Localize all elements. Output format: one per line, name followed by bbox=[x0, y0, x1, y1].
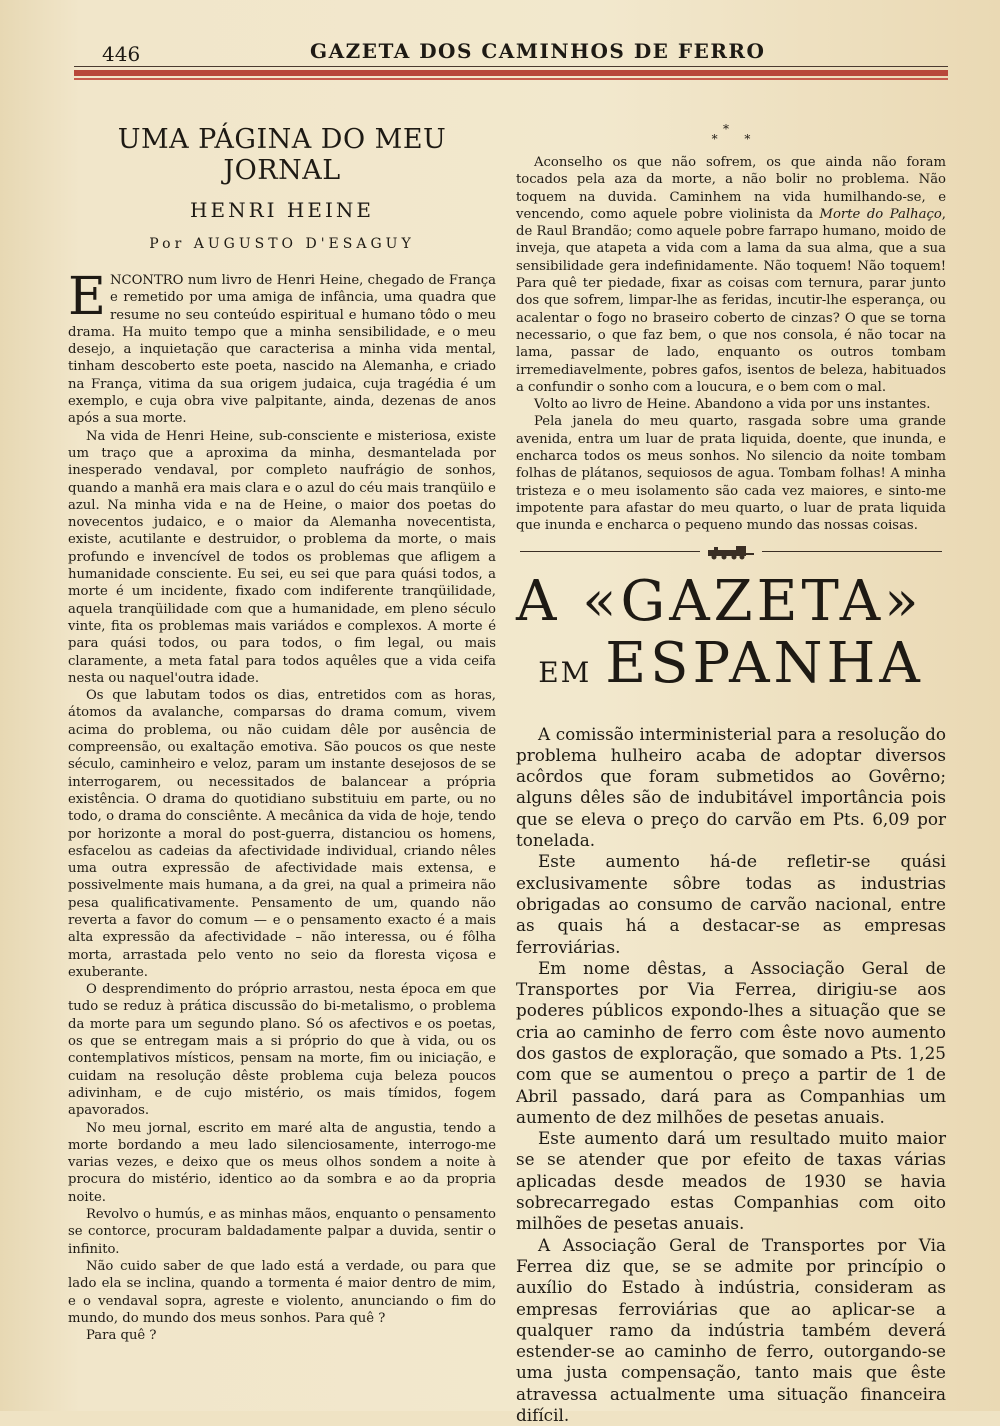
paragraph: Este aumento dará um resultado muito maior se se atender que por efeito de taxas várias aplicadas desde meados de 1930 se havia sobrecarregado estas Companhias com oito milhões de pesetas anuais. bbox=[516, 1128, 946, 1234]
paragraph: Este aumento há-de refletir-se quási exclusivamente sôbre todas as industrias obrigadas ao consumo de carvão nacional, entre as quais há a destacar-se as empresas ferroviárias. bbox=[516, 851, 946, 957]
page-header bbox=[70, 36, 950, 66]
article-subtitle: HENRI HEINE bbox=[190, 198, 374, 222]
page-number: 446 bbox=[102, 42, 141, 66]
article-byline: Por AUGUSTO D'ESAGUY bbox=[149, 236, 415, 252]
header-rule-thin bbox=[74, 66, 948, 67]
section-divider bbox=[516, 541, 946, 563]
header-rule-red-thin bbox=[74, 78, 948, 80]
paragraph: Volto ao livro de Heine. Abandono a vida por uns instantes. bbox=[534, 397, 931, 413]
article-headline-line1: A «GAZETA» bbox=[516, 568, 923, 634]
paragraph: A Associação Geral de Transportes por Via Ferrea diz que, se se admite por princípio o auxílio do Estado à indústria, consideram as empresas ferroviárias que ao aplicar-se a qualquer ramo da indústria também deverá estender-se ao caminho de ferro, outorgando-se uma justa compensação, tanto mais que êste atravessa actualmente uma situação financeira difícil. bbox=[516, 1234, 946, 1426]
header-rule-red bbox=[74, 70, 948, 76]
article-body-continued bbox=[516, 154, 946, 535]
paragraph: Os que labutam todos os dias, entretidos com as horas, átomos da avalanche, comparsas do drama comum, vivem acima do problema, ou não cuidam dêle por ausência de compreensão, ou exaltação emotiva. São poucos os que neste século, caminheiro e veloz, param um instante desejosos de se interrogarem, ou necessitados de balancear a própria existência. O drama do quotidiano substituiu em parte, ou no todo, o drama do consciênte. A mecânica da vida de hoje, tendo por horizonte a moral do post-guerra, distanciou os homens, esfacelou as cadeias da afectividade individual, criando nêles uma outra expressão de afectividade mais extensa, e possivelmente mais humana, a da grei, na qual a primeira não pesa qualificativamente. Pensamento de um, quando não reverta a favor do comum — e o pensamento exacto é a mais alta expressão da afectividade – não interessa, ou é fôlha morta, arrastada pelo vento no seio da floresta viçosa e exuberante. bbox=[68, 688, 496, 980]
paragraph: ENCONTRO num livro de Henri Heine, chegado de França e remetido por uma amiga de infância, uma quadra que resume no seu conteúdo espiritual e humano tôdo o meu drama. Ha muito tempo que a minha sensibilidade, e o meu desejo, a inquietação que caracterisa a minha vida mental, tinham descoberto este poeta, nascido na Alemanha, e criado na França, vitima da sua origem judaica, cuja tragédia é um exemplo, e cuja obra vive palpitante, ainda, dezenas de anos após a sua morte. bbox=[68, 267, 496, 427]
paragraph: O desprendimento do próprio arrastou, nesta época em que tudo se reduz à prática discussão do bi-metalismo, o problema da morte para um segundo plano. Só os afectivos e os poetas, os que se entregam mais a si próprio do que à vida, ou os contemplativos místicos, pensam na morte, fim ou iniciação, e cuidam na resolução dêste problema cuja beleza poucos adivinham, e de cujo mistério, os mais tímidos, fogem apavorados. bbox=[68, 982, 496, 1119]
drop-cap: E bbox=[68, 267, 106, 327]
paragraph: Não cuido saber de que lado está a verdade, ou para que lado ela se inclina, quando a tormenta é maior dentro de mim, e o vendaval sopra, agreste e violento, anunciando o fim do mundo, do mundo dos meus sonhos. Para quê ? bbox=[68, 1258, 496, 1326]
paragraph: Em nome dêstas, a Associação Geral de Transportes por Via Ferrea, dirigiu-se aos poderes públicos expondo-lhes a situação que se cria ao caminho de ferro com êste novo aumento dos gastos de exploração, que somado a Pts. 1,25 com que se aumentou o preço a partir de 1 de Abril passado, dará para as Companhias um aumento de dez milhões de pesetas anuais. bbox=[516, 957, 946, 1127]
train-ornament-icon bbox=[706, 544, 756, 560]
paragraph: Para quê ? bbox=[86, 1328, 157, 1344]
article-body bbox=[68, 267, 496, 1344]
italic-title: Morte do Palhaço bbox=[819, 206, 942, 222]
journal-title: GAZETA DOS CAMINHOS DE FERRO bbox=[310, 39, 766, 63]
paragraph: Pela janela do meu quarto, rasgada sobre uma grande avenida, entra um luar de prata liquida, doente, que inunda, e encharca todos os meus sonhos. No silencio da noite tombam folhas de plátanos, sequiosos de agua. Tombam folhas! A minha tristeza e o meu isolamento são cada vez maiores, e sinto-me impotente para afastar do meu quarto, o luar de prata liquida que inunda e encharca o pequeno mundo das nossas coisas. bbox=[516, 414, 946, 534]
paragraph: Na vida de Henri Heine, sub-consciente e misteriosa, existe um traço que a aproxima da minha, desmantelada por inesperado vendaval, por completo naufrágio de sonhos, quando a manhã era mais clara e o azul do céu mais tranqüilo e azul. Na minha vida e na de Heine, o maior dos poetas do novecentos judaico, e o maior da Alemanha novecentista, existe, acutilante e destruidor, o problema da morte, o mais profundo e invencível de todos os problemas que afligem a humanidade consciente. Eu sei, eu sei que para quási todos, a morte é um incidente, fixado com indiferente tranqüilidade, aquela tranqüilidade com que a humanidade, em pleno século vinte, fita os problemas mais variádos e complexos. A morte é para quási todos, ou para todos, o fim legal, ou mais claramente, a meta fatal para todos aquêles que a vida ceifa nesta ou naquel'outra idade. bbox=[68, 428, 496, 686]
paragraph: No meu jornal, escrito em maré alta de angustia, tendo a morte bordando a meu lado silenciosamente, interrogo-me varias vezes, e deixo que os meus olhos sondem a noite à procura do mistério, identico ao da sombra e ao da propria noite. bbox=[68, 1120, 496, 1205]
right-column bbox=[516, 124, 946, 1426]
left-column bbox=[68, 124, 496, 1344]
asterism-separator: * * * bbox=[711, 122, 751, 146]
paragraph: Aconselho os que não sofrem, os que ainda não foram tocados pela aza da morte, a não bolir no problema. Não toquem na duvida. Caminhem na vida humilhando-se, e vencendo, como aquele pobre violinista da Morte do Palhaço, de Raul Brandão; como aquele pobre farrapo humano, moido de inveja, que atapeta a vida com a lama da sua alma, que a sua sensibilidade gera indefinidamente. Não toquem! Não toquem! Para quê ter piedade, fixar as coisas com ternura, parar junto dos que sofrem, limpar-lhe as feridas, incutir-lhe esperança, ou acalentar o fogo no braseiro coberto de cinzas? O que se torna necessario, o que faz bem, o que nos consola, é não tocar na lama, passar de lado, enquanto os outros tombam irremediavelmente, pobres gafos, isentos de beleza, habituados a confundir o sonho com a loucura, e o bem com o mal. bbox=[516, 155, 947, 395]
article-title: UMA PÁGINA DO MEU JORNAL bbox=[117, 124, 447, 186]
paragraph: A comissão interministerial para a resolução do problema hulheiro acaba de adoptar diversos acôrdos que foram submetidos ao Govêrno; alguns dêles são de indubitável importância pois que se eleva o preço do carvão em Pts. 6,09 por tonelada. bbox=[516, 723, 946, 851]
article2-body bbox=[516, 724, 946, 1426]
article-headline-line2: EM ESPANHA bbox=[538, 630, 924, 696]
paragraph: Revolvo o humús, e as minhas mãos, enquanto o pensamento se contorce, procuram baldadamente palpar a duvida, sentir o infinito. bbox=[68, 1207, 496, 1257]
